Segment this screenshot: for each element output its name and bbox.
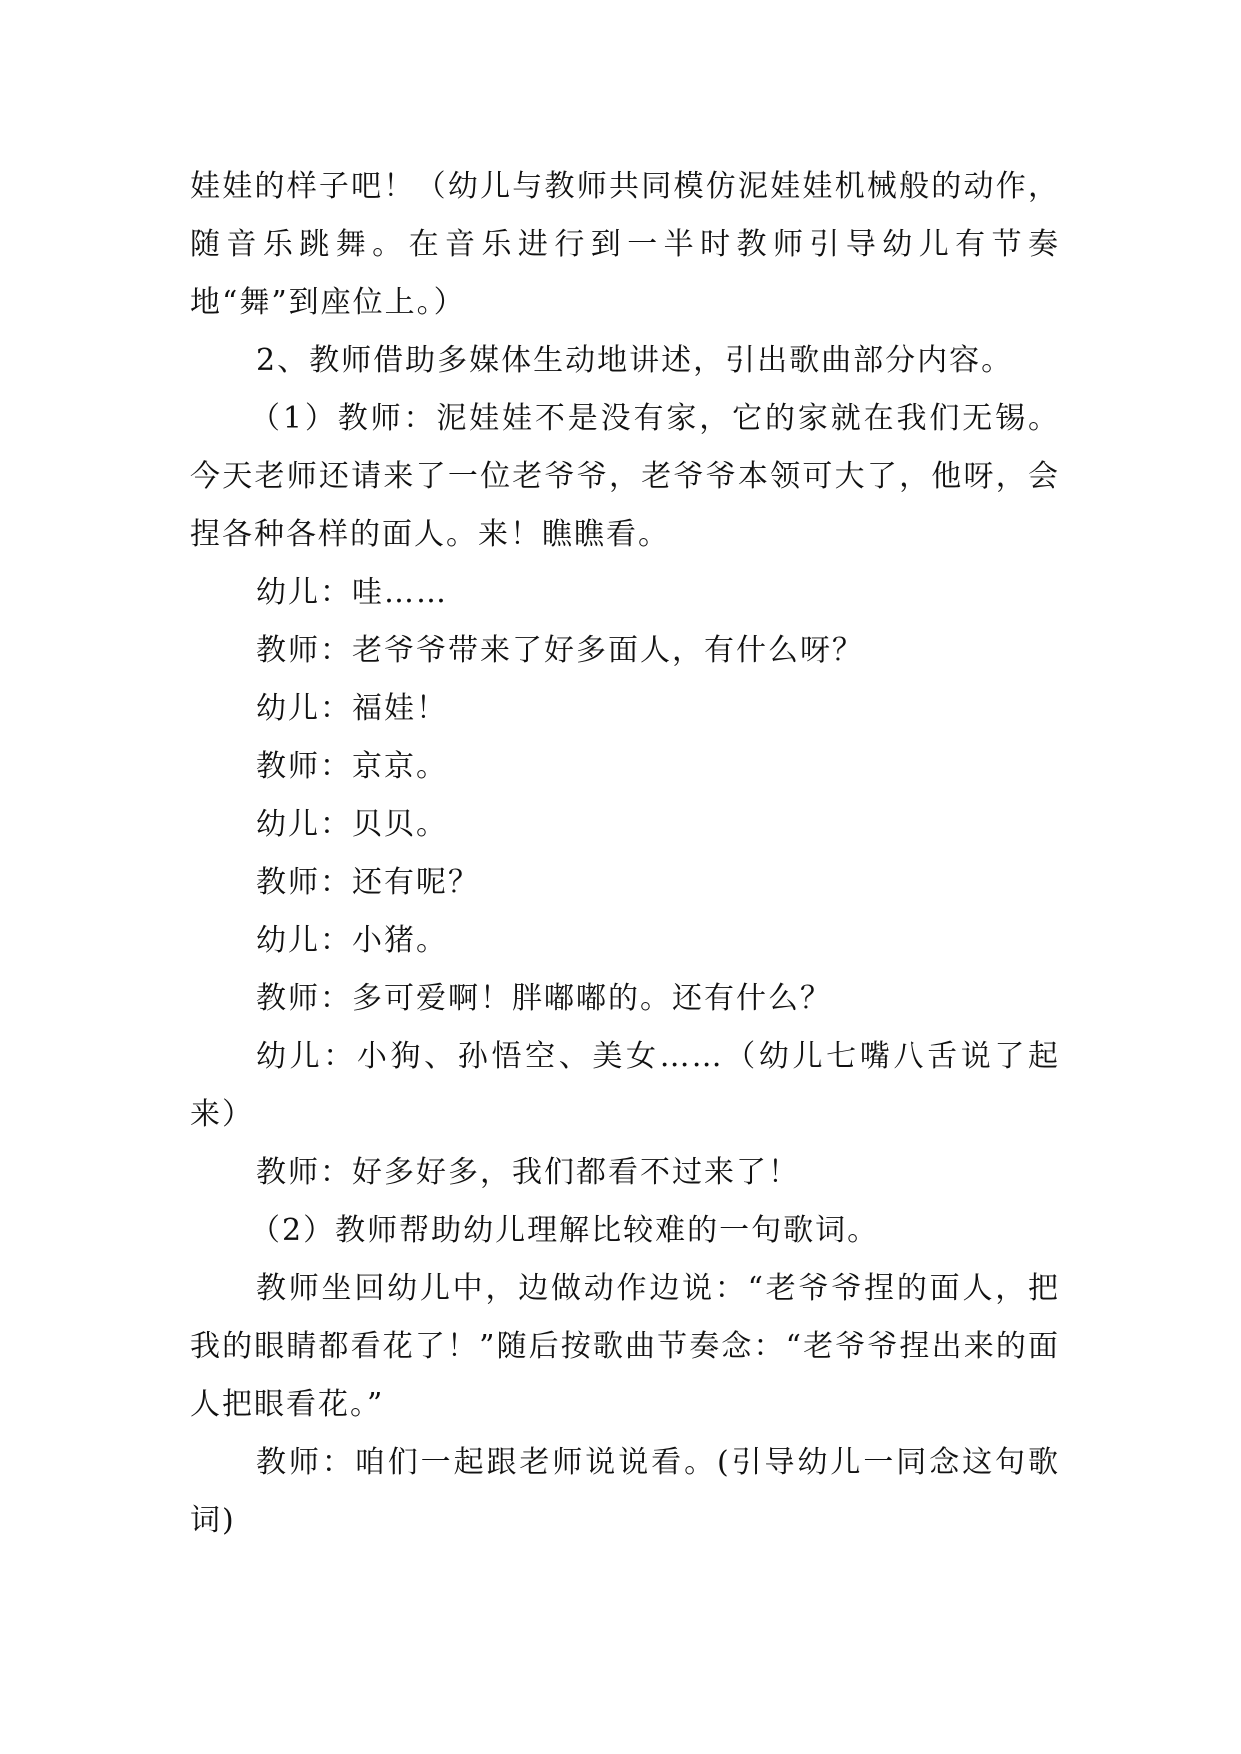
dialogue-line: 幼儿：贝贝。 <box>256 807 448 842</box>
dialogue-line: 教师：咱们一起跟老师说说看。(引导幼儿一同念这句歌词) <box>190 1445 1060 1538</box>
paragraph-step-2-1: （1）教师：泥娃娃不是没有家，它的家就在我们无锡。今天老师还请来了一位老爷爷，老爷爷本领可大了，他呀，会捏各种各样的面人。来！瞧瞧看。 <box>190 401 1060 552</box>
dialogue-line: 幼儿：哇…… <box>256 575 448 610</box>
paragraph-step-2: 2、教师借助多媒体生动地讲述，引出歌曲部分内容。 <box>256 343 1014 378</box>
dialogue-line: 教师：好多好多，我们都看不过来了！ <box>256 1155 800 1190</box>
paragraph-continuation: 娃娃的样子吧！（幼儿与教师共同模仿泥娃娃机械般的动作，随音乐跳舞。在音乐进行到一半时教师引导幼儿有节奏地“舞”到座位上。） <box>190 169 1060 320</box>
dialogue-line: 教师：多可爱啊！胖嘟嘟的。还有什么？ <box>256 981 832 1016</box>
dialogue-line: 幼儿：小猪。 <box>256 923 448 958</box>
dialogue-line: 教师：老爷爷带来了好多面人，有什么呀？ <box>256 633 864 668</box>
dialogue-line: 教师：还有呢？ <box>256 865 480 900</box>
dialogue-line: 幼儿：小狗、孙悟空、美女……（幼儿七嘴八舌说了起来） <box>190 1039 1060 1132</box>
paragraph-step-2-2: （2）教师帮助幼儿理解比较难的一句歌词。 <box>250 1213 880 1248</box>
paragraph-teacher-action: 教师坐回幼儿中，边做动作边说：“老爷爷捏的面人，把我的眼睛都看花了！”随后按歌曲节奏念：“老爷爷捏出来的面人把眼看花。” <box>190 1271 1060 1422</box>
dialogue-line: 教师：京京。 <box>256 749 448 784</box>
dialogue-line: 幼儿：福娃！ <box>256 691 448 726</box>
document-body <box>190 158 1060 1550</box>
